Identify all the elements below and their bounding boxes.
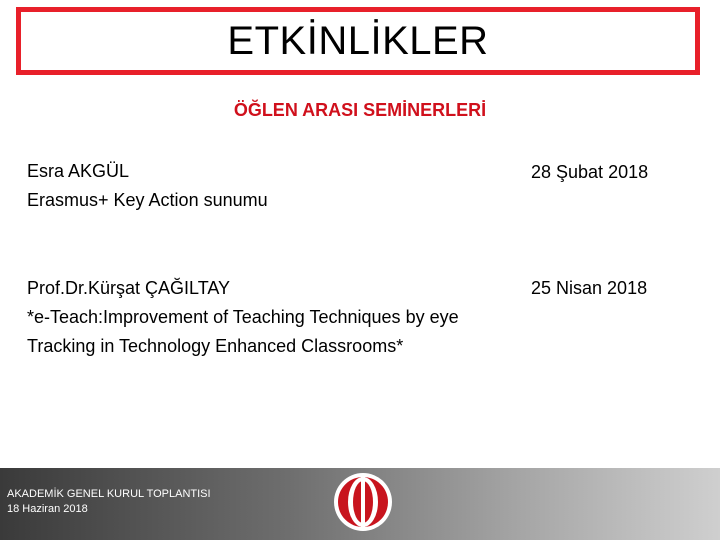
seminar-topic: Erasmus+ Key Action sunumu xyxy=(27,190,268,210)
page-title: ETKİNLİKLER xyxy=(227,18,489,63)
seminar-topic: *e-Teach:Improvement of Teaching Techniques by eye xyxy=(27,307,459,327)
speaker-name: Prof.Dr.Kürşat ÇAĞILTAY xyxy=(27,278,231,298)
university-logo-icon xyxy=(331,470,395,534)
title-box xyxy=(16,7,700,75)
meeting-name: AKADEMİK GENEL KURUL TOPLANTISI xyxy=(7,488,211,500)
footer-text xyxy=(7,487,211,517)
seminar-topic: Tracking in Technology Enhanced Classrooms* xyxy=(27,336,404,356)
section-title: ÖĞLEN ARASI SEMİNERLERİ xyxy=(233,100,487,120)
seminar-date: 25 Nisan 2018 xyxy=(531,278,648,298)
seminar-entry xyxy=(27,157,268,215)
meeting-date: 18 Haziran 2018 xyxy=(7,503,88,515)
footer-bar xyxy=(0,468,720,540)
seminar-date: 28 Şubat 2018 xyxy=(531,162,649,182)
speaker-name: Esra AKGÜL xyxy=(27,161,130,181)
seminar-entry xyxy=(27,274,459,361)
